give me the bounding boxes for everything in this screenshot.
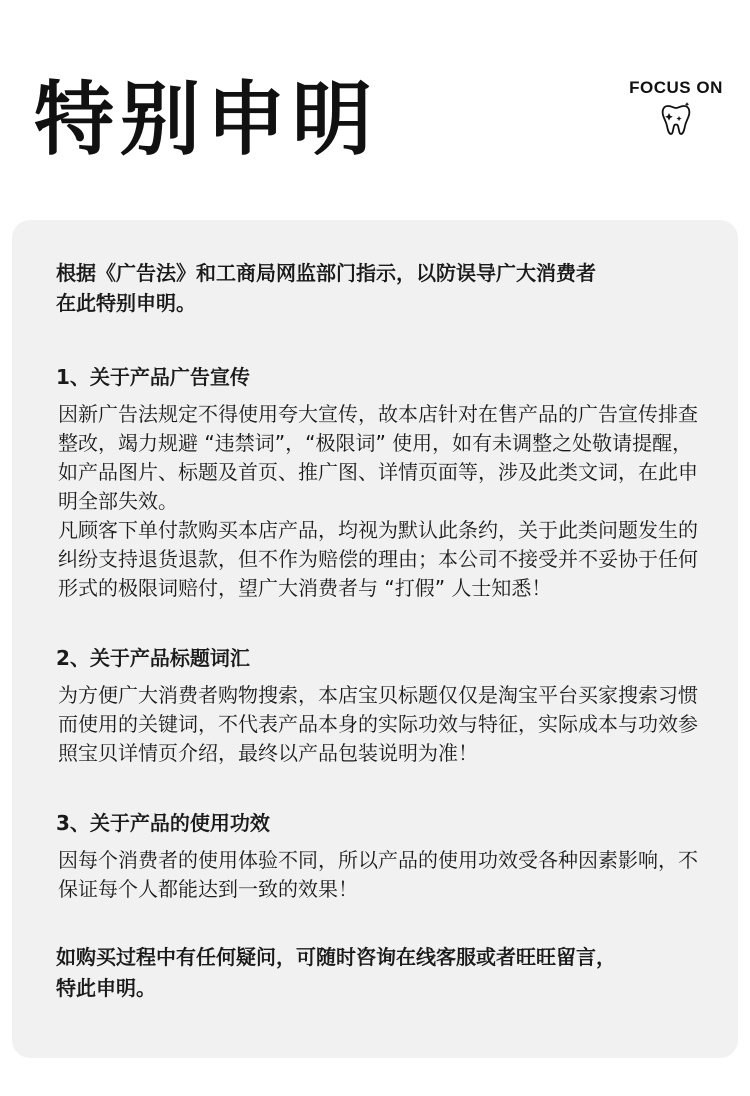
statement-card [12, 220, 738, 1058]
tooth-sparkle-icon [659, 100, 693, 136]
brand-logo [616, 78, 736, 136]
section-heading: 1、关于产品广告宣传 [56, 365, 250, 389]
section-advertising [56, 362, 698, 603]
intro-text [56, 258, 676, 318]
intro-line: 在此特别申明。 [56, 291, 196, 315]
closing-line: 特此申明。 [56, 976, 156, 1000]
section-heading: 2、关于产品标题词汇 [56, 646, 250, 670]
closing-line: 如购买过程中有任何疑问，可随时咨询在线客服或者旺旺留言， [56, 945, 616, 969]
section-paragraph: 为方便广大消费者购物搜索，本店宝贝标题仅仅是淘宝平台买家搜索习惯而使用的关键词，不代表产品本身的实际功效与特征，实际成本与功效参照宝贝详情页介绍，最终以产品包装说明为准！ [58, 683, 698, 765]
intro-line: 根据《广告法》和工商局网监部门指示，以防误导广大消费者 [56, 261, 596, 285]
section-paragraph: 凡顾客下单付款购买本店产品，均视为默认此条约，关于此类问题发生的纠纷支持退货退款，但不作为赔偿的理由；本公司不接受并不妥协于任何形式的极限词赔付，望广大消费者与 “打假” 人士知悉！ [58, 518, 698, 600]
brand-text: FOCUS ON [629, 78, 723, 97]
closing-text [56, 942, 676, 1004]
section-paragraph: 因新广告法规定不得使用夸大宣传，故本店针对在售产品的广告宣传排查整改，竭力规避 “违禁词”，“极限词” 使用，如有未调整之处敬请提醒，如产品图片、标题及首页、推广图、详情页面等，涉及此类文词，在此申明全部失效。 [58, 402, 698, 513]
page-title: 特别申明 [34, 73, 378, 166]
section-heading: 3、关于产品的使用功效 [56, 811, 270, 835]
section-paragraph: 因每个消费者的使用体验不同，所以产品的使用功效受各种因素影响，不保证每个人都能达到一致的效果！ [58, 848, 698, 901]
section-efficacy [56, 808, 698, 904]
section-title-terms [56, 643, 698, 768]
